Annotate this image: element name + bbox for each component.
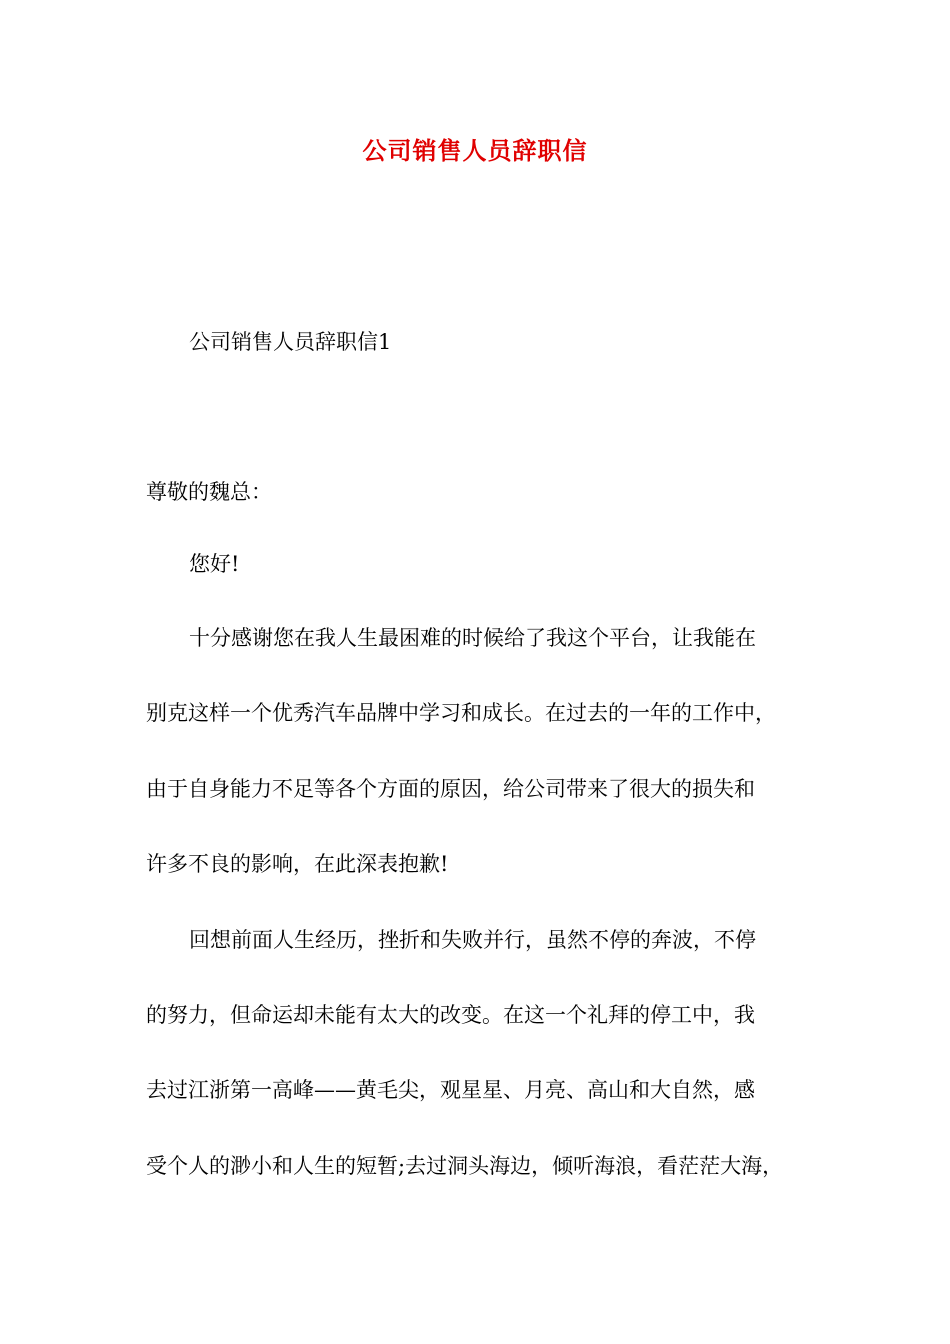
body-line: 去过江浙第一高峰——黄毛尖，观星星、月亮、高山和大自然，感 bbox=[146, 1078, 755, 1102]
salutation: 尊敬的魏总： bbox=[146, 480, 272, 504]
body-line: 别克这样一个优秀汽车品牌中学习和成长。在过去的一年的工作中， bbox=[146, 701, 776, 725]
body-line: 由于自身能力不足等各个方面的原因，给公司带来了很大的损失和 bbox=[146, 777, 755, 801]
greeting: 您好! bbox=[189, 552, 240, 576]
body-line: 回想前面人生经历，挫折和失败并行，虽然不停的奔波，不停 bbox=[189, 928, 756, 952]
body-line: 十分感谢您在我人生最困难的时候给了我这个平台，让我能在 bbox=[189, 626, 756, 650]
section-heading: 公司销售人员辞职信1 bbox=[189, 330, 392, 354]
body-line: 许多不良的影响，在此深表抱歉! bbox=[146, 852, 449, 876]
body-line: 受个人的渺小和人生的短暂;去过洞头海边，倾听海浪，看茫茫大海， bbox=[146, 1154, 784, 1178]
body-line: 的努力，但命运却未能有太大的改变。在这一个礼拜的停工中，我 bbox=[146, 1003, 755, 1027]
document-title: 公司销售人员辞职信 bbox=[362, 137, 588, 165]
